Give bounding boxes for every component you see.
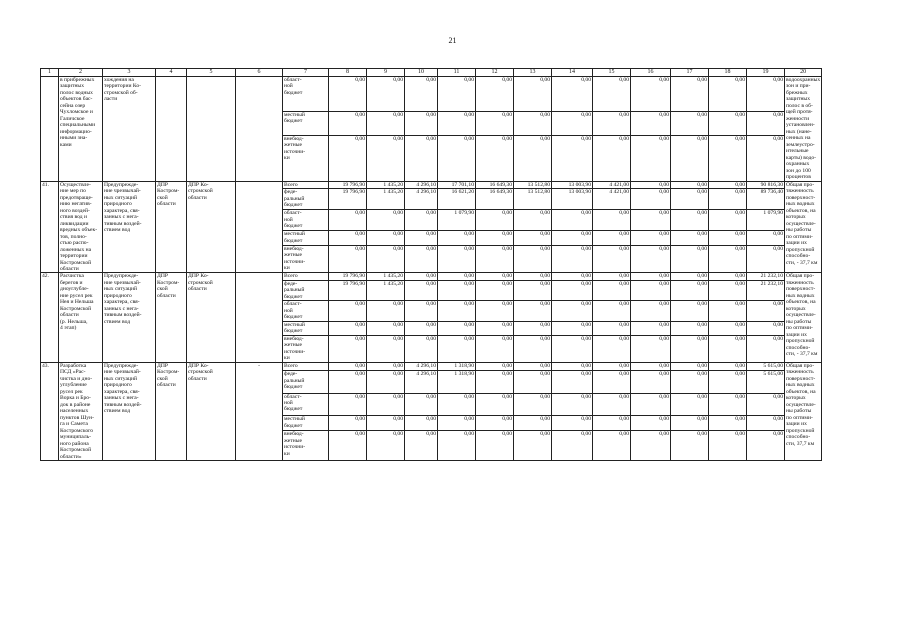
column-header: 12 [476, 69, 514, 77]
column-header: 3 [103, 69, 156, 77]
amount-cell: 0,00 [552, 280, 593, 300]
amount-cell: 0,00 [405, 431, 438, 461]
measure-goal: Предупрежде- ние чрезвычай- ных ситуаций природного характера, свя- занных с нега- тивным воздей- ствием вод [103, 362, 156, 460]
amount-cell: 0,00 [631, 273, 671, 280]
amount-cell: 0,00 [438, 280, 476, 300]
amount-cell: 16 649,30 [476, 189, 514, 210]
amount-cell: 13 003,90 [552, 189, 593, 210]
amount-cell: 0,00 [631, 181, 671, 189]
amount-cell: 0,00 [367, 416, 405, 431]
amount-cell: 0,00 [476, 416, 514, 431]
amount-cell: 0,00 [552, 335, 593, 362]
period [236, 76, 283, 181]
amount-cell: 0,00 [367, 371, 405, 394]
amount-cell: 0,00 [514, 280, 552, 300]
measure-goal: Предупрежде- ние чрезвычай- ных ситуаций природного характера, свя- занных с нега- тивным воздей- ствием вод [103, 273, 156, 362]
funding-source: област- ной бюджет [283, 76, 329, 111]
amount-cell: 0,00 [405, 416, 438, 431]
amount-cell: 0,00 [593, 362, 631, 370]
amount-cell: 0,00 [476, 321, 514, 335]
amount-cell: 19 796,90 [329, 280, 367, 300]
amount-cell: 0,00 [552, 431, 593, 461]
amount-cell: 0,00 [709, 135, 747, 181]
amount-cell: 0,00 [671, 362, 709, 370]
amount-cell: 0,00 [552, 416, 593, 431]
amount-cell: 0,00 [709, 371, 747, 394]
amount-cell: 0,00 [747, 301, 785, 321]
amount-cell: 0,00 [438, 416, 476, 431]
amount-cell: 1 079,90 [747, 210, 785, 231]
amount-cell: 0,00 [709, 231, 747, 245]
amount-cell: 0,00 [631, 210, 671, 231]
amount-cell: 0,00 [476, 210, 514, 231]
amount-cell: 0,00 [405, 321, 438, 335]
amount-cell: 19 796,90 [329, 189, 367, 210]
amount-cell: 0,00 [438, 321, 476, 335]
amount-cell: 5 615,00 [747, 362, 785, 370]
amount-cell: 0,00 [593, 111, 631, 135]
amount-cell: 0,00 [593, 321, 631, 335]
amount-cell: 1 079,90 [438, 210, 476, 231]
amount-cell: 0,00 [514, 135, 552, 181]
amount-cell: 0,00 [593, 135, 631, 181]
amount-cell: 0,00 [367, 210, 405, 231]
amount-cell: 0,00 [476, 135, 514, 181]
amount-cell: 0,00 [438, 393, 476, 416]
amount-cell: 0,00 [671, 210, 709, 231]
amount-cell: 0,00 [709, 416, 747, 431]
amount-cell: 0,00 [514, 393, 552, 416]
amount-cell: 19 796,90 [329, 181, 367, 189]
amount-cell: 0,00 [552, 393, 593, 416]
amount-cell: 0,00 [514, 335, 552, 362]
amount-cell: 0,00 [631, 111, 671, 135]
amount-cell: 0,00 [671, 301, 709, 321]
executor [187, 76, 236, 181]
amount-cell: 0,00 [593, 371, 631, 394]
amount-cell: 0,00 [631, 189, 671, 210]
amount-cell: 0,00 [367, 431, 405, 461]
column-header: 11 [438, 69, 476, 77]
amount-cell: 0,00 [593, 280, 631, 300]
funding-source: местный бюджет [283, 111, 329, 135]
amount-cell: 0,00 [329, 111, 367, 135]
amount-cell: 0,00 [367, 321, 405, 335]
amount-cell: 0,00 [405, 280, 438, 300]
amount-cell: 0,00 [476, 301, 514, 321]
amount-cell: 0,00 [405, 210, 438, 231]
table-row [41, 181, 822, 189]
amount-cell: 0,00 [405, 76, 438, 111]
amount-cell: 0,00 [476, 76, 514, 111]
amount-cell: 0,00 [367, 231, 405, 245]
amount-cell: 4 296,10 [405, 371, 438, 394]
amount-cell: 1 435,20 [367, 273, 405, 280]
amount-cell: 0,00 [476, 245, 514, 273]
period [236, 273, 283, 362]
amount-cell: 0,00 [405, 135, 438, 181]
amount-cell: 0,00 [405, 245, 438, 273]
amount-cell: 0,00 [552, 76, 593, 111]
amount-cell: 0,00 [709, 245, 747, 273]
amount-cell: 0,00 [514, 362, 552, 370]
funding-source: внебюд- жетные источни- ки [283, 335, 329, 362]
table-body [41, 76, 822, 460]
funding-source: област- ной бюджет [283, 301, 329, 321]
amount-cell: 0,00 [671, 371, 709, 394]
row-number: 42. [41, 273, 59, 362]
amount-cell: 0,00 [438, 231, 476, 245]
column-header: 18 [709, 69, 747, 77]
period [236, 181, 283, 273]
amount-cell: 0,00 [514, 371, 552, 394]
page-number: 21 [448, 36, 457, 45]
amount-cell: 0,00 [709, 321, 747, 335]
amount-cell: 0,00 [514, 210, 552, 231]
amount-cell: 0,00 [329, 371, 367, 394]
amount-cell: 0,00 [514, 231, 552, 245]
expected-result: Общая про- тяженность поверхност- ных водных объектов, на которых осуществле- ны работы по оптими- зации их пропускной способно- сти, - 37,7 км [785, 273, 822, 362]
amount-cell: 0,00 [514, 76, 552, 111]
amount-cell: 0,00 [747, 135, 785, 181]
column-header: 13 [514, 69, 552, 77]
column-header: 9 [367, 69, 405, 77]
amount-cell: 0,00 [514, 321, 552, 335]
funding-source: област- ной бюджет [283, 210, 329, 231]
amount-cell: 0,00 [709, 301, 747, 321]
amount-cell: 89 736,40 [747, 189, 785, 210]
funding-source: Всего [283, 362, 329, 370]
executor: ДПР Ко- стромской области [187, 273, 236, 362]
amount-cell: 13 512,80 [514, 189, 552, 210]
amount-cell: 0,00 [367, 76, 405, 111]
amount-cell: 0,00 [747, 321, 785, 335]
amount-cell: 17 701,10 [438, 181, 476, 189]
amount-cell: 0,00 [631, 231, 671, 245]
amount-cell: 0,00 [747, 431, 785, 461]
amount-cell: 0,00 [476, 231, 514, 245]
amount-cell: 0,00 [329, 245, 367, 273]
amount-cell: 0,00 [631, 371, 671, 394]
amount-cell: 0,00 [329, 431, 367, 461]
amount-cell: 0,00 [631, 321, 671, 335]
measure-name: Осуществле- ние мер по предотвраще- нию негатив- ного воздей- ствия вод и ликвидации вредных объек- тов, полно- стью распо- ложенных на территории Костромской области [59, 181, 103, 273]
amount-cell: 4 421,00 [593, 189, 631, 210]
amount-cell: 16 621,20 [438, 189, 476, 210]
amount-cell: 0,00 [405, 393, 438, 416]
amount-cell: 0,00 [709, 335, 747, 362]
amount-cell: 0,00 [476, 371, 514, 394]
amount-cell: 0,00 [631, 135, 671, 181]
amount-cell: 0,00 [476, 280, 514, 300]
period: - [236, 362, 283, 460]
amount-cell: 0,00 [438, 431, 476, 461]
coordinator [156, 76, 187, 181]
amount-cell: 0,00 [593, 273, 631, 280]
budget-table [40, 68, 822, 461]
amount-cell: 0,00 [747, 393, 785, 416]
amount-cell: 13 512,80 [514, 181, 552, 189]
column-header: 14 [552, 69, 593, 77]
amount-cell: 0,00 [329, 362, 367, 370]
amount-cell: 21 232,10 [747, 273, 785, 280]
measure-name: в прибрежных защитных полос водных объектов бас- сейна озер Чухломское и Галичское специальными информацио- нными зна- ками [59, 76, 103, 181]
amount-cell: 0,00 [631, 431, 671, 461]
funding-source: област- ной бюджет [283, 393, 329, 416]
table-row [41, 362, 822, 370]
amount-cell: 0,00 [709, 189, 747, 210]
amount-cell: 0,00 [405, 335, 438, 362]
amount-cell: 0,00 [438, 135, 476, 181]
amount-cell: 0,00 [671, 280, 709, 300]
column-header: 20 [785, 69, 822, 77]
amount-cell: 0,00 [514, 111, 552, 135]
coordinator: ДПР Костром- ской области [156, 181, 187, 273]
amount-cell: 0,00 [476, 335, 514, 362]
amount-cell: 16 649,30 [476, 181, 514, 189]
amount-cell: 0,00 [593, 76, 631, 111]
amount-cell: 0,00 [671, 245, 709, 273]
amount-cell: 0,00 [367, 135, 405, 181]
funding-source: местный бюджет [283, 231, 329, 245]
column-header: 6 [236, 69, 283, 77]
amount-cell: 0,00 [671, 335, 709, 362]
amount-cell: 1 435,20 [367, 189, 405, 210]
measure-name: Расчистка берегов и дноуглубле- ние русел рек Нея и Нельша Костромской области (р. Нельша, 4 этап) [59, 273, 103, 362]
amount-cell: 0,00 [671, 189, 709, 210]
amount-cell: 0,00 [367, 245, 405, 273]
amount-cell: 0,00 [671, 321, 709, 335]
funding-source: Всего [283, 181, 329, 189]
row-number [41, 76, 59, 181]
amount-cell: 0,00 [709, 76, 747, 111]
amount-cell: 90 816,30 [747, 181, 785, 189]
amount-cell: 4 296,10 [405, 362, 438, 370]
table-row [41, 273, 822, 280]
column-header: 10 [405, 69, 438, 77]
funding-source: местный бюджет [283, 321, 329, 335]
expected-result: водоохранных зон и при- брежных защитных полос в об- щей протя- женности установлен- ных (нане- сенных на землеустро- ительные карты) водо- охранных зон до 100 процентов [786, 76, 821, 181]
measure-name: Разработка ПСД «Рас- чистка и дно- углубление русел рек Ворка и Бро- док в районе населенных пунктов Шун- га и Самета Костромского муниципаль- ного района Костромской области» [59, 362, 103, 460]
column-header: 15 [593, 69, 631, 77]
amount-cell: 0,00 [552, 111, 593, 135]
column-header: 2 [59, 69, 103, 77]
funding-source: феде- ральный бюджет [283, 371, 329, 394]
amount-cell: 0,00 [671, 231, 709, 245]
amount-cell: 0,00 [552, 245, 593, 273]
amount-cell: 0,00 [367, 335, 405, 362]
amount-cell: 0,00 [476, 273, 514, 280]
amount-cell: 21 232,10 [747, 280, 785, 300]
funding-source: внебюд- жетные источни- ки [283, 245, 329, 273]
amount-cell: 1 318,90 [438, 371, 476, 394]
column-header: 16 [631, 69, 671, 77]
amount-cell: 0,00 [593, 301, 631, 321]
amount-cell: 0,00 [631, 335, 671, 362]
amount-cell: 0,00 [329, 231, 367, 245]
amount-cell: 0,00 [438, 245, 476, 273]
amount-cell: 0,00 [671, 416, 709, 431]
amount-cell: 0,00 [593, 393, 631, 416]
amount-cell: 0,00 [405, 111, 438, 135]
amount-cell: 1 435,20 [367, 181, 405, 189]
amount-cell: 0,00 [747, 76, 785, 111]
amount-cell: 0,00 [367, 301, 405, 321]
amount-cell: 0,00 [438, 273, 476, 280]
amount-cell: 0,00 [593, 416, 631, 431]
amount-cell: 0,00 [438, 335, 476, 362]
amount-cell: 0,00 [671, 393, 709, 416]
amount-cell: 0,00 [709, 273, 747, 280]
column-header: 7 [283, 69, 329, 77]
amount-cell: 0,00 [552, 301, 593, 321]
amount-cell: 0,00 [367, 111, 405, 135]
amount-cell: 0,00 [405, 273, 438, 280]
amount-cell: 0,00 [593, 210, 631, 231]
amount-cell: 0,00 [631, 76, 671, 111]
column-header: 8 [329, 69, 367, 77]
amount-cell: 0,00 [631, 245, 671, 273]
amount-cell: 5 615,00 [747, 371, 785, 394]
amount-cell: 0,00 [329, 301, 367, 321]
amount-cell: 0,00 [329, 416, 367, 431]
amount-cell: 0,00 [747, 231, 785, 245]
amount-cell: 0,00 [709, 111, 747, 135]
amount-cell: 0,00 [367, 362, 405, 370]
amount-cell: 4 296,10 [405, 181, 438, 189]
amount-cell: 0,00 [552, 273, 593, 280]
funding-source: внебюд- жетные источни- ки [283, 135, 329, 181]
amount-cell: 0,00 [671, 135, 709, 181]
amount-cell: 0,00 [367, 393, 405, 416]
amount-cell: 0,00 [709, 431, 747, 461]
amount-cell: 0,00 [476, 362, 514, 370]
amount-cell: 0,00 [593, 231, 631, 245]
funding-source: феде- ральный бюджет [283, 280, 329, 300]
amount-cell: 0,00 [747, 111, 785, 135]
amount-cell: 1 435,20 [367, 280, 405, 300]
row-number: 43. [41, 362, 59, 460]
amount-cell: 0,00 [747, 245, 785, 273]
amount-cell: 0,00 [552, 231, 593, 245]
amount-cell: 0,00 [671, 181, 709, 189]
amount-cell: 0,00 [631, 301, 671, 321]
amount-cell: 0,00 [405, 231, 438, 245]
amount-cell: 0,00 [552, 135, 593, 181]
amount-cell: 4 421,00 [593, 181, 631, 189]
amount-cell: 0,00 [438, 111, 476, 135]
table-row [41, 76, 822, 111]
amount-cell: 0,00 [631, 393, 671, 416]
amount-cell: 0,00 [438, 76, 476, 111]
amount-cell: 0,00 [593, 431, 631, 461]
executor: ДПР Ко- стромской области [187, 181, 236, 273]
measure-goal: Предупрежде- ние чрезвычай- ных ситуаций природного характера, свя- занных с нега- тивным воздей- ствием вод [103, 181, 156, 273]
row-number: 41. [41, 181, 59, 273]
expected-result: Общая про- тяженность поверхност- ных водных объектов, на которых осуществле- ны работы по оптими- зации их пропускной способно- сти, - 37,7 км [785, 181, 822, 273]
amount-cell: 0,00 [514, 416, 552, 431]
amount-cell: 0,00 [476, 431, 514, 461]
amount-cell: 0,00 [552, 371, 593, 394]
column-header: 17 [671, 69, 709, 77]
funding-source: феде- ральный бюджет [283, 189, 329, 210]
amount-cell: 0,00 [593, 245, 631, 273]
amount-cell: 0,00 [438, 301, 476, 321]
executor: ДПР Ко- стромской области [187, 362, 236, 460]
amount-cell: 0,00 [405, 301, 438, 321]
coordinator: ДПР Костром- ской области [156, 273, 187, 362]
amount-cell: 0,00 [631, 280, 671, 300]
amount-cell: 4 296,10 [405, 189, 438, 210]
column-header: 1 [41, 69, 59, 77]
amount-cell: 0,00 [671, 111, 709, 135]
funding-source: Всего [283, 273, 329, 280]
amount-cell: 0,00 [631, 362, 671, 370]
amount-cell: 0,00 [329, 135, 367, 181]
column-number-row [41, 69, 822, 77]
amount-cell: 0,00 [329, 76, 367, 111]
amount-cell: 0,00 [593, 335, 631, 362]
amount-cell: 1 318,90 [438, 362, 476, 370]
expected-result: Общая про- тяженность поверхност- ных водных объектов, на которых осуществле- ны работы по оптими- зации их пропускной способно- сти, 37,7 км [785, 362, 822, 460]
amount-cell: 0,00 [671, 273, 709, 280]
amount-cell: 0,00 [552, 321, 593, 335]
amount-cell: 0,00 [747, 416, 785, 431]
amount-cell: 0,00 [514, 431, 552, 461]
amount-cell: 0,00 [329, 321, 367, 335]
funding-source: местный бюджет [283, 416, 329, 431]
amount-cell: 0,00 [709, 181, 747, 189]
amount-cell: 0,00 [671, 431, 709, 461]
amount-cell: 0,00 [329, 335, 367, 362]
amount-cell: 0,00 [552, 210, 593, 231]
amount-cell: 0,00 [514, 273, 552, 280]
amount-cell: 0,00 [329, 393, 367, 416]
amount-cell: 0,00 [747, 335, 785, 362]
amount-cell: 0,00 [631, 416, 671, 431]
column-header: 5 [187, 69, 236, 77]
funding-source: внебюд- жетные источни- ки [283, 431, 329, 461]
amount-cell: 0,00 [709, 280, 747, 300]
amount-cell: 19 796,90 [329, 273, 367, 280]
column-header: 19 [747, 69, 785, 77]
amount-cell: 0,00 [514, 301, 552, 321]
amount-cell: 0,00 [709, 362, 747, 370]
amount-cell: 0,00 [671, 76, 709, 111]
amount-cell: 0,00 [329, 210, 367, 231]
amount-cell: 0,00 [514, 245, 552, 273]
measure-goal: хождения на территории Ко- стромской об- ласти [103, 76, 156, 181]
amount-cell: 0,00 [709, 393, 747, 416]
amount-cell: 0,00 [476, 393, 514, 416]
amount-cell: 0,00 [476, 111, 514, 135]
amount-cell: 0,00 [552, 362, 593, 370]
amount-cell: 13 003,90 [552, 181, 593, 189]
coordinator: ДПР Костром- ской области [156, 362, 187, 460]
amount-cell: 0,00 [709, 210, 747, 231]
column-header: 4 [156, 69, 187, 77]
